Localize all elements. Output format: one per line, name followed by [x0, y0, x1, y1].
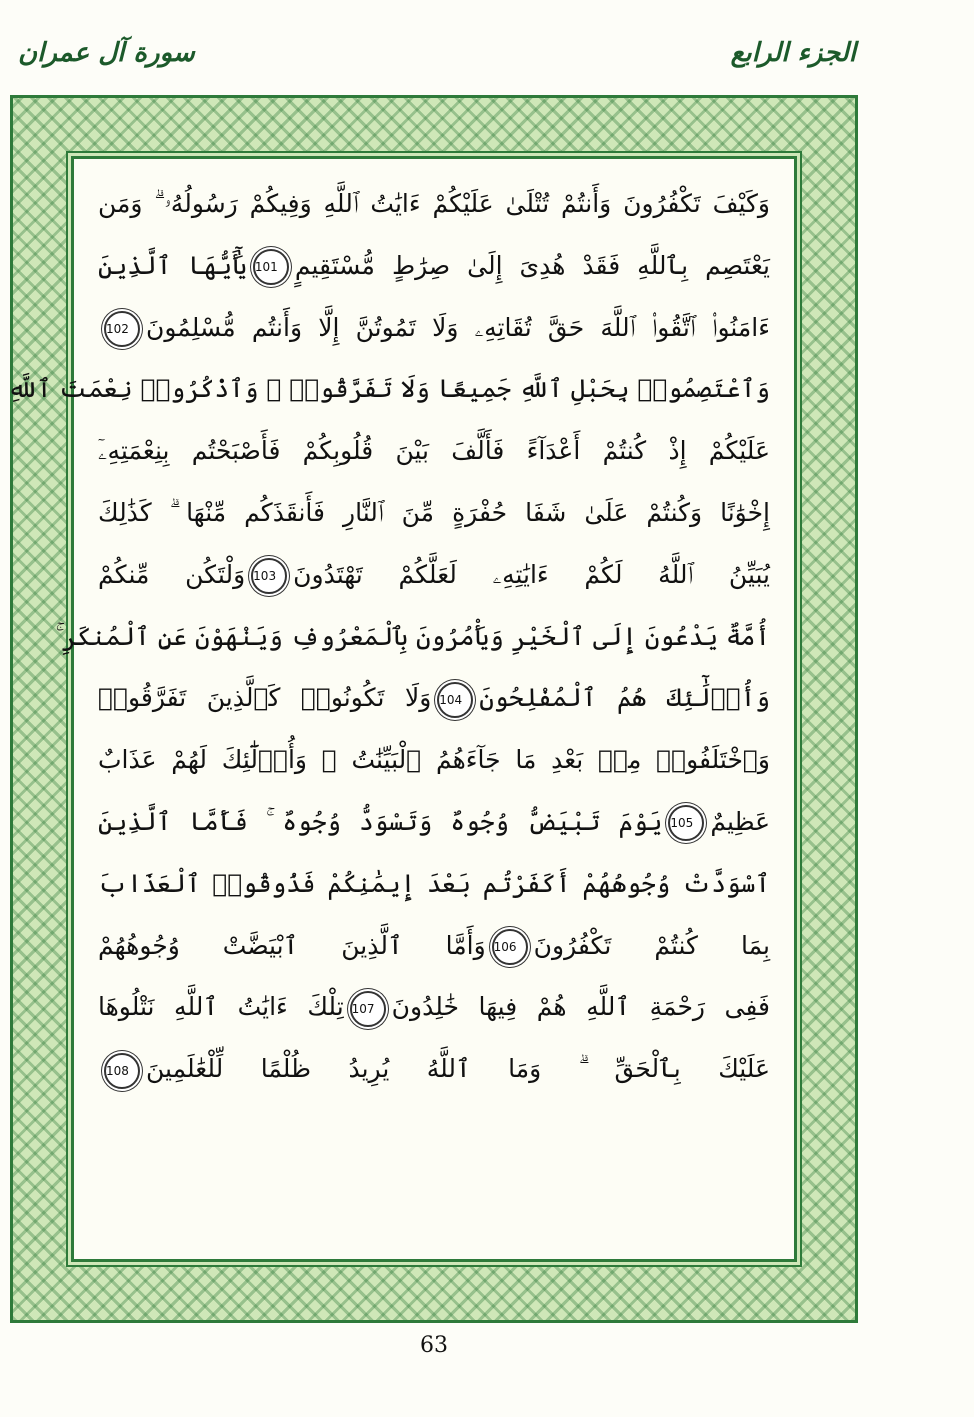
verse-text: عَلَيْكَ بِٱلْحَقِّ ۗ وَمَا ٱللَّهُ يُرِيدُ ظُلْمًا لِّلْعَٰلَمِينَ [146, 1054, 770, 1084]
verse-text: يُبَيِّنُ ٱللَّهُ لَكُمْ ءَايَٰتِهِۦ لَعَلَّكُمْ تَهْتَدُونَ [293, 559, 770, 589]
ayah-marker: 108 [104, 1053, 140, 1089]
verse-text: وَٱعْتَصِمُوا۟ بِحَبْلِ ٱللَّهِ جَمِيعًا وَلَا تَفَرَّقُوا۟ ۚ وَٱذْكُرُوا۟ نِعْمَتَ ٱللَّهِ [7, 374, 770, 404]
verse-text: فَفِى رَحْمَةِ ٱللَّهِ هُمْ فِيهَا خَٰلِدُونَ [391, 992, 770, 1022]
verse-text: وَلْتَكُن مِّنكُمْ [98, 559, 246, 589]
text-line [98, 173, 770, 235]
ayah-marker: 102 [104, 311, 140, 347]
verse-text: ءَامَنُوا۟ ٱتَّقُوا۟ ٱللَّهَ حَقَّ تُقَاتِهِۦ وَلَا تَمُوتُنَّ إِلَّا وَأَنتُم مُّسْلِمُونَ [146, 312, 770, 342]
verse-text: عَلَيْكُمْ إِذْ كُنتُمْ أَعْدَآءً فَأَلَّفَ بَيْنَ قُلُوبِكُمْ فَأَصْبَحْتُم بِنِعْمَتِهِۦٓ [98, 436, 770, 466]
page-header [18, 38, 856, 88]
ayah-marker: 106 [492, 929, 528, 965]
verse-text: يَٰٓأَيُّهَا ٱلَّذِينَ [98, 250, 247, 280]
text-line [98, 297, 770, 359]
verse-text: وَكَيْفَ تَكْفُرُونَ وَأَنتُمْ تُتْلَىٰ عَلَيْكُمْ ءَايَٰتُ ٱللَّهِ وَفِيكُمْ رَسُولُهُۥ ۗ وَمَن [98, 189, 770, 218]
text-line [98, 667, 770, 729]
ayah-marker: 103 [251, 558, 287, 594]
verse-text: عَظِيمٌ [710, 806, 770, 836]
surah-title: سورة آل عمران [18, 38, 195, 68]
verse-text: يَعْتَصِم بِٱللَّهِ فَقَدْ هُدِىَ إِلَىٰ صِرَٰطٍ مُّسْتَقِيمٍ [294, 250, 770, 280]
text-line [98, 482, 770, 544]
ayah-marker: 105 [668, 805, 704, 841]
verse-text: وَٱخْتَلَفُوا۟ مِنۢ بَعْدِ مَا جَآءَهُمُ ٱلْبَيِّنَٰتُ ۚ وَأُو۟لَٰٓئِكَ لَهُمْ عَذَابٌ [98, 745, 770, 775]
text-line [55, 606, 770, 668]
verse-text: تِلْكَ ءَايَٰتُ ٱللَّهِ نَتْلُوهَا [98, 992, 344, 1022]
quran-text [7, 173, 770, 1249]
text-line [98, 915, 770, 977]
text-line [98, 976, 770, 1038]
page-number: 63 [420, 1333, 448, 1358]
text-line [98, 420, 770, 482]
verse-text: إِخْوَٰنًا وَكُنتُمْ عَلَىٰ شَفَا حُفْرَةٍ مِّنَ ٱلنَّارِ فَأَنقَذَكُم مِّنْهَا ۗ كَذَٰلِكَ [98, 497, 770, 527]
text-panel [7, 156, 797, 1262]
verse-text: وَلَا تَكُونُوا۟ كَٱلَّذِينَ تَفَرَّقُوا۟ [98, 683, 432, 713]
verse-text: وَأُو۟لَٰٓئِكَ هُمُ ٱلْمُفْلِحُونَ [479, 683, 770, 713]
text-line [98, 853, 770, 915]
ornamental-border [7, 95, 858, 1323]
text-line [98, 544, 770, 606]
verse-text: ٱسْوَدَّتْ وُجُوهُهُمْ أَكَفَرْتُم بَعْدَ إِيمَٰنِكُمْ فَذُوقُوا۟ ٱلْعَذَابَ [98, 868, 770, 898]
juz-title: الجزء الرابع [730, 38, 856, 68]
ayah-marker: 107 [350, 991, 386, 1027]
text-line [98, 235, 770, 297]
verse-text: أُمَّةٌ يَدْعُونَ إِلَى ٱلْخَيْرِ وَيَأْمُرُونَ بِٱلْمَعْرُوفِ وَيَنْهَوْنَ عَنِ ٱلْمُنكَرِ ۚ [55, 621, 770, 651]
text-line [7, 358, 770, 420]
verse-text: بِمَا كُنتُمْ تَكْفُرُونَ [533, 930, 770, 960]
text-line [98, 1038, 770, 1100]
verse-text: يَوْمَ تَبْيَضُّ وُجُوهٌ وَتَسْوَدُّ وُجُوهٌ ۚ فَأَمَّا ٱلَّذِينَ [98, 806, 663, 836]
ayah-marker: 101 [253, 249, 289, 285]
ayah-marker: 104 [437, 682, 473, 718]
verse-text: وَأَمَّا ٱلَّذِينَ ٱبْيَضَّتْ وُجُوهُهُمْ [98, 930, 486, 960]
text-line [98, 729, 770, 791]
text-line [98, 791, 770, 853]
